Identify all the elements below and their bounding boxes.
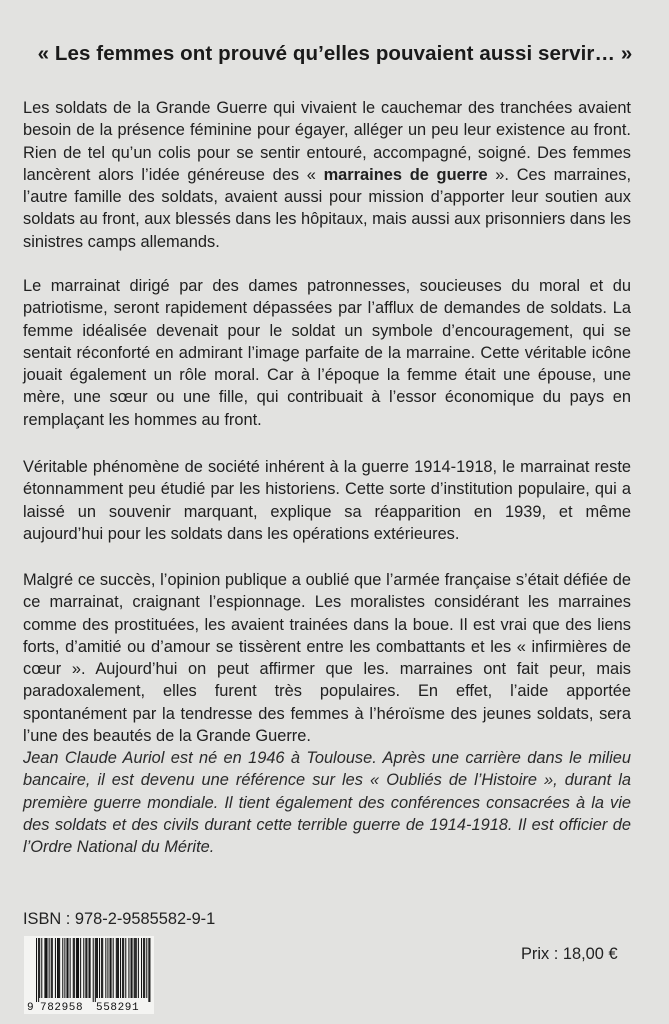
barcode-bar <box>47 938 48 998</box>
barcode-bar <box>45 938 46 998</box>
barcode-bar <box>117 938 118 998</box>
author-bio: Jean Claude Auriol est né en 1946 à Toulouse. Après une carrière dans le milieu bancaire, il est devenu une référence sur les « Oubliés de l’Histoire », durant la première guerre mondiale. Il tient également des conférences consacrées à la vie des soldats et des civils durant cette terrible guerre de 1914-1918. Il est officier de l’Ordre National du Mérite. <box>23 749 631 857</box>
barcode-bars <box>24 936 154 1002</box>
paragraph-1-bold-term: marraines de guerre <box>323 165 488 184</box>
barcode-bar <box>44 938 45 998</box>
barcode-bar <box>110 938 111 998</box>
isbn-text: ISBN : 978-2-9585582-9-1 <box>23 910 216 928</box>
barcode-bar <box>116 938 117 998</box>
barcode-bar <box>78 938 79 998</box>
cover-title: « Les femmes ont prouvé qu’elles pouvaient aussi servir… » <box>37 42 633 65</box>
barcode-bar <box>99 938 100 998</box>
paragraph-4: Malgré ce succès, l’opinion publique a oublié que l’armée française s’était défiée de ce marrainat, craignant l’espionnage. Les moralistes considérant les marraines comme des prostituées, les avaient trainées dans la boue. Il est vrai que des liens forts, d’amitié ou d’amour se tissèrent entre les combattants et les « infirmières de cœur ». Aujourd’hui on peut affirmer que les. marraines ont fait peur, mais paradoxalement, elles furent très populaires. En effet, l’aide apportée spontanément par la tendresse des femmes à l’héroïsme des jeunes soldats, sera l’une des beautés de la Grande Guerre. <box>23 571 631 746</box>
barcode-bar <box>66 938 67 998</box>
barcode-bar <box>111 938 112 998</box>
barcode-bar <box>57 938 58 998</box>
barcode-bar <box>123 938 124 998</box>
paragraph-3: Véritable phénomène de société inhérent à la guerre 1914-1918, le marrainat reste étonnamment peu étudié par les historiens. Cette sorte d’institution populaire, qui a laissé un souvenir marquant, explique sa réapparition en 1939, et même aujourd’hui pour les soldats dans les opérations extérieures. <box>23 458 631 543</box>
barcode-bar <box>52 938 53 998</box>
barcode-bar <box>86 938 87 998</box>
barcode-first-digit: 9 <box>27 1002 34 1014</box>
barcode-bar <box>70 938 71 998</box>
barcode-bar <box>135 938 136 998</box>
paragraph-1 <box>23 97 631 253</box>
barcode-bar <box>83 938 84 998</box>
barcode-bar <box>122 938 123 998</box>
barcode-bar <box>101 938 102 998</box>
barcode-right-digits: 558291 <box>96 1002 140 1014</box>
barcode-bar <box>58 938 59 998</box>
barcode-bar <box>59 938 60 998</box>
barcode-bar <box>144 938 145 998</box>
barcode-bar <box>74 938 75 998</box>
barcode-bar <box>125 938 126 998</box>
barcode-bar <box>132 938 133 998</box>
barcode-bar <box>89 938 90 998</box>
barcode-bar <box>68 938 69 998</box>
barcode-bar <box>62 938 63 998</box>
barcode-bar <box>138 938 139 998</box>
barcode-bar <box>118 938 119 998</box>
barcode-bar <box>113 938 114 998</box>
barcode <box>24 936 154 1014</box>
barcode-bar <box>149 938 150 1002</box>
barcode-bar <box>107 938 108 998</box>
paragraph-1-text-end: ». Ces marraines, l’autre famille des soldats, avaient aussi pour mission d’apporter leur soutien aux soldats au front, aux blessés dans les hôpitaux, mais aussi aux prisonniers dans les sinistres camps allemands. <box>23 165 632 251</box>
barcode-bar <box>141 938 142 998</box>
barcode-bar <box>120 938 121 998</box>
barcode-left-digits: 782958 <box>40 1002 84 1014</box>
barcode-bar <box>41 938 42 998</box>
barcode-bar <box>76 938 77 998</box>
barcode-bar <box>143 938 144 998</box>
barcode-bar <box>55 938 56 998</box>
barcode-bar <box>102 938 103 998</box>
barcode-bar <box>80 938 81 998</box>
barcode-bar <box>90 938 91 998</box>
price-text: Prix : 18,00 € <box>521 945 618 963</box>
paragraph-1-text-start: Les soldats de la Grande Guerre qui vivaient le cauchemar des tranchées avaient besoin de la présence féminine pour égayer, alléger un peu leur existence au front. Rien de tel qu’un colis pour se sentir entouré, accompagné, soigné. Des femmes lancèrent alors l’idée généreuse des « <box>23 99 631 184</box>
barcode-bar <box>96 938 97 998</box>
barcode-bar <box>95 938 96 1002</box>
barcode-bar <box>128 938 129 998</box>
barcode-bar <box>136 938 137 998</box>
barcode-bar <box>36 938 37 1002</box>
barcode-bar <box>148 938 149 1002</box>
barcode-bar <box>85 938 86 998</box>
barcode-bar <box>77 938 78 998</box>
barcode-bar <box>64 938 65 998</box>
barcode-bar <box>49 938 50 998</box>
barcode-bar <box>131 938 132 998</box>
barcode-bar <box>39 938 40 998</box>
barcode-bar <box>97 938 98 998</box>
barcode-bar <box>146 938 147 998</box>
barcode-bar <box>93 938 94 1002</box>
barcode-bar <box>38 938 39 1002</box>
barcode-bar <box>105 938 106 998</box>
barcode-bar <box>51 938 52 998</box>
barcode-bar <box>134 938 135 998</box>
barcode-bar <box>73 938 74 998</box>
paragraph-2: Le marrainat dirigé par des dames patronnesses, soucieuses du moral et du patriotisme, seront rapidement dépassées par l’afflux de demandes de soldats. La femme idéalisée devenait pour le soldat un symbole d’encouragement, qui se sentait réconforté en admirant l’image parfaite de la marraine. Cette véritable icône jouait également un rôle moral. Car à l’époque la femme était une épouse, une mère, une sœur ou une fille, qui contribuait à l’essor économique du pays en remplaçant les hommes au front. <box>23 277 631 429</box>
